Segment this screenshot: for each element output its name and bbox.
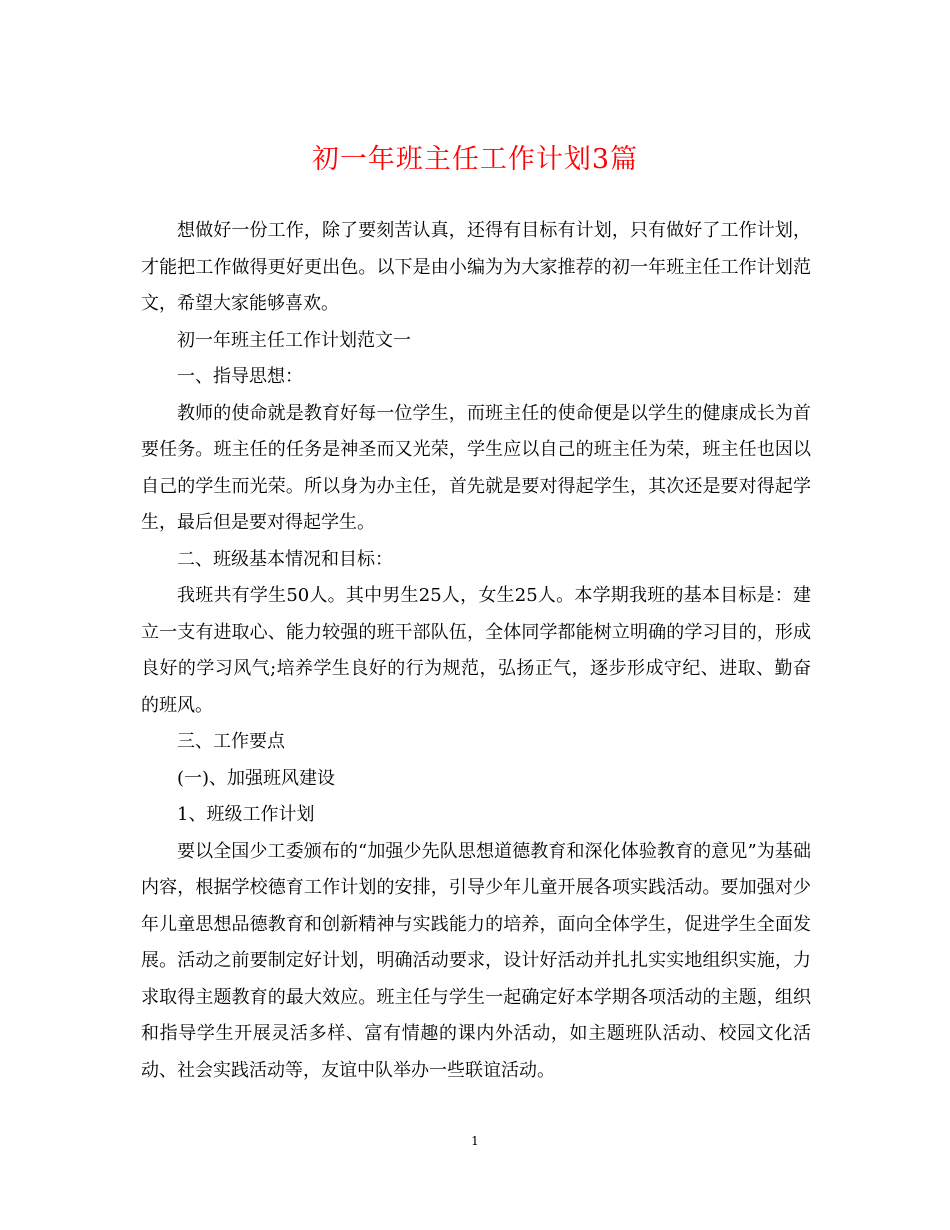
paragraph-class-goals: 我班共有学生50人。其中男生25人，女生25人。本学期我班的基本目标是：建立一支有进取心、能力较强的班干部队伍，全体同学都能树立明确的学习目的，形成良好的学习风气;培养学生良好的行为规范，弘扬正气，逐步形成守纪、进取、勤奋的班风。: [141, 585, 811, 716]
subheading-work-plan: 1、班级工作计划: [177, 804, 315, 825]
paragraph-activities: 要以全国少工委颁布的“加强少先队思想道德教育和深化体验教育的意见”为基础内容，根据学校德育工作计划的安排，引导少年儿童开展各项实践活动。要加强对少年儿童思想品德教育和创新精神与实践能力的培养，面向全体学生，促进学生全面发展。活动之前要制定好计划，明确活动要求，设计好活动并扎扎实实地组织实施，力求取得主题教育的最大效应。班主任与学生一起确定好本学期各项活动的主题，组织和指导学生开展灵活多样、富有情趣的课内外活动，如主题班队活动、校园文化活动、社会实践活动等，友谊中队举办一些联谊活动。: [141, 840, 811, 1081]
heading-class-situation: 二、班级基本情况和目标：: [177, 548, 393, 570]
heading-guiding-thought: 一、指导思想：: [177, 366, 303, 387]
paragraph-teacher-mission: 教师的使命就是教育好每一位学生，而班主任的使命便是以学生的健康成长为首要任务。班主任的任务是神圣而又光荣，学生应以自己的班主任为荣，班主任也因以自己的学生而光荣。所以身为办主任，首先就是要对得起学生，其次还是要对得起学生，最后但是要对得起学生。: [141, 402, 811, 533]
document-body: [141, 213, 811, 1089]
page-number: 1: [471, 1134, 479, 1148]
heading-work-points: 三、工作要点: [177, 731, 285, 752]
intro-paragraph: 想做好一份工作，除了要刻苦认真，还得有目标有计划，只有做好了工作计划，才能把工作做得更好更出色。以下是由小编为为大家推荐的初一年班主任工作计划范文，希望大家能够喜欢。: [141, 220, 811, 314]
section-heading-sample-one: 初一年班主任工作计划范文一: [177, 329, 411, 351]
document-title: 初一年班主任工作计划3篇: [311, 144, 639, 175]
subheading-class-spirit: (一)、加强班风建设: [177, 767, 336, 789]
